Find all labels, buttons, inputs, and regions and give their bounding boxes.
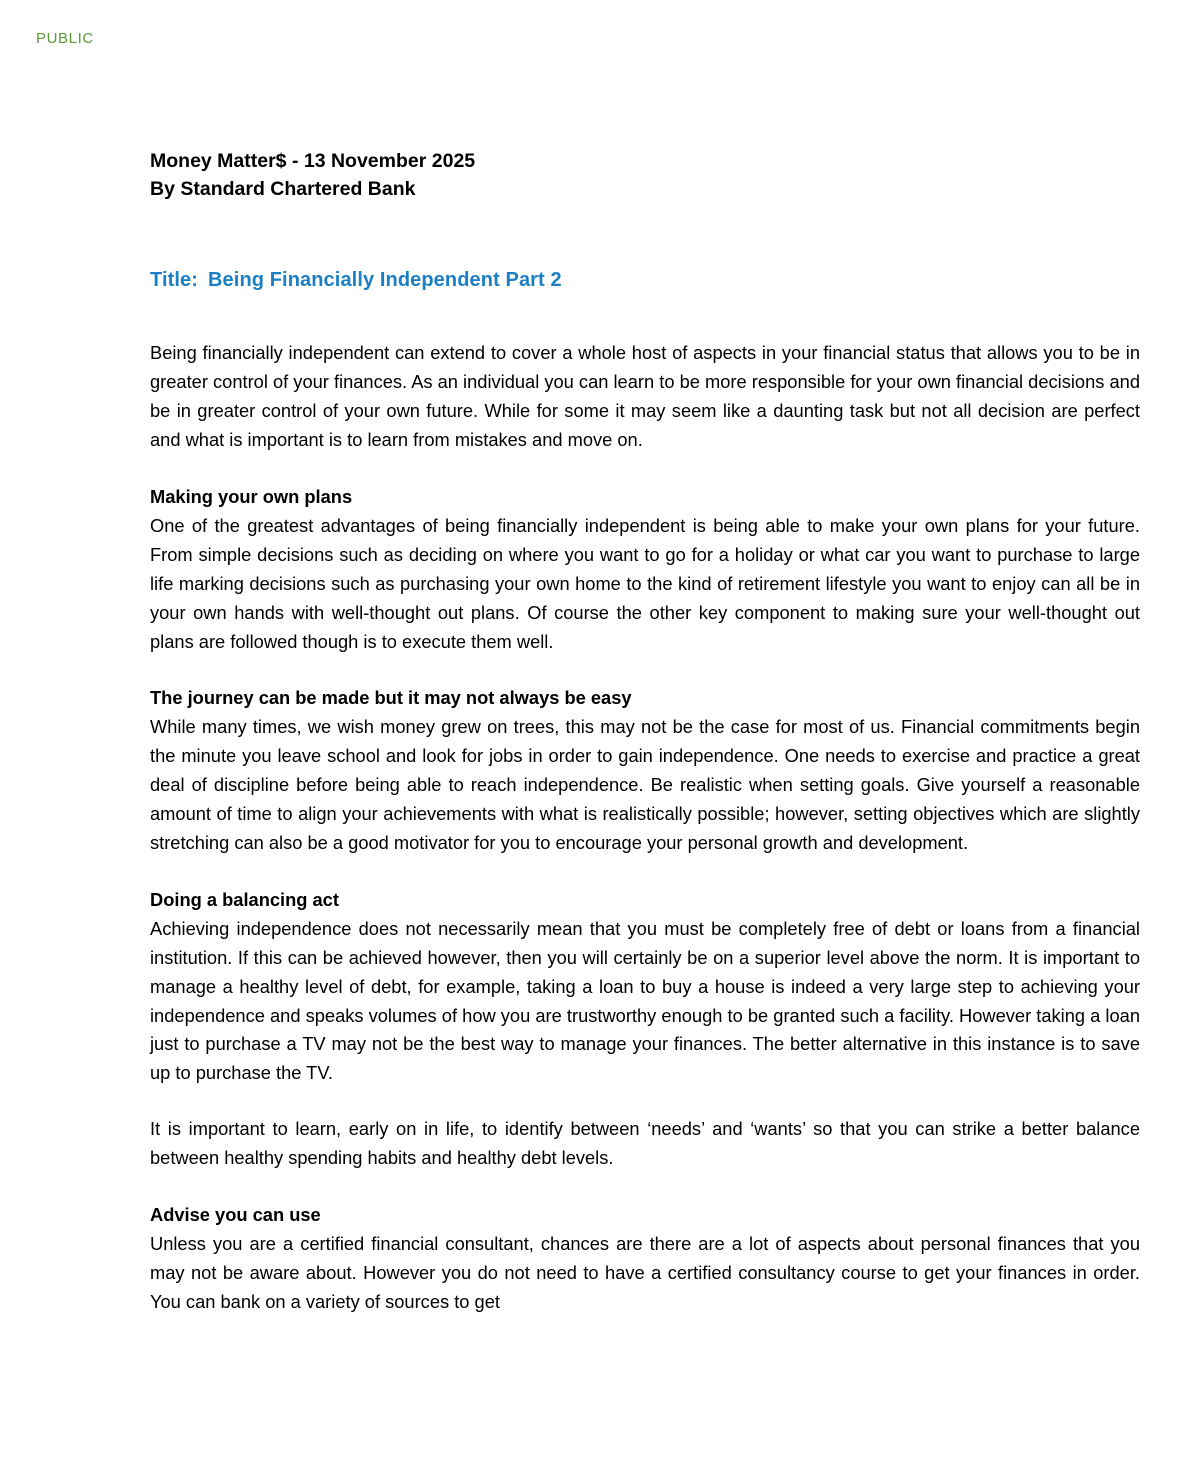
section-heading-the-journey: The journey can be made but it may not always be easy — [150, 687, 632, 709]
paragraph-the-journey: While many times, we wish money grew on trees, this may not be the case for most of us. Financial commitments begin the minute you leave school and look for jobs in order to gain independence. One needs to exercise and practice a great deal of discipline before being able to reach independence. Be realistic when setting goals. Give yourself a reasonable amount of time to align your achievements with what is realistically possible; however, setting objectives which are slightly stretching can also be a good motivator for you to encourage your personal growth and development. — [150, 716, 1140, 853]
section-heading-advise-you-can-use: Advise you can use — [150, 1204, 321, 1226]
classification-label: PUBLIC — [36, 30, 94, 47]
section-heading-balancing-act: Doing a balancing act — [150, 888, 339, 910]
section-heading-making-your-own-plans: Making your own plans — [150, 486, 353, 507]
paragraph-intro: Being financially independent can extend to cover a whole host of aspects in your financial status that allows you to be in greater control of your finances. As an individual you can learn to be more responsible for your own financial decisions and be in greater control of your own future. While for some it may seem like a daunting task but not all decision are perfect and what is important is to learn from mistakes and move on. — [150, 342, 1140, 451]
title-label: Title: — [150, 269, 199, 292]
title-text: Being Financially Independent Part 2 — [208, 269, 562, 292]
paragraph-needs-and-wants: It is important to learn, early on in life, to identify between ‘needs’ and ‘wants’ so that you can strike a better balance between healthy spending habits and healthy debt levels. — [150, 1118, 1140, 1169]
masthead-line-1: Money Matter$ - 13 November 2025 — [150, 150, 476, 172]
page-title — [150, 269, 1140, 292]
paragraph-balancing-act: Achieving independence does not necessarily mean that you must be completely free of debt or loans from a financial institution. If this can be achieved however, then you will certainly be on a superior level above the norm. It is important to manage a healthy level of debt, for example, taking a loan to buy a house is indeed a very large step to achieving your independence and speaks volumes of how you are trustworthy enough to be granted such a facility. However taking a loan just to purchase a TV may not be the best way to manage your finances. The better alternative in this instance is to save up to purchase the TV. — [150, 917, 1140, 1084]
paragraph-making-your-own-plans: One of the greatest advantages of being financially independent is being able to make your own plans for your future. From simple decisions such as deciding on where you want to go for a holiday or what car you want to purchase to large life marking decisions such as purchasing your own home to the kind of retirement lifestyle you want to enjoy can all be in your own hands with well-thought out plans. Of course the other key component to making sure your well-thought out plans are followed though is to execute them well. — [150, 514, 1140, 652]
masthead — [150, 148, 1140, 203]
article-body — [150, 339, 1140, 1316]
masthead-line-2: By Standard Chartered Bank — [150, 177, 416, 200]
document-content — [150, 148, 1140, 1317]
paragraph-advise-you-can-use: Unless you are a certified financial consultant, chances are there are a lot of aspects about personal finances that you may not be aware about. However you do not need to have a certified consultancy course to get your finances in order. You can bank on a variety of sources to get — [150, 1232, 1140, 1312]
